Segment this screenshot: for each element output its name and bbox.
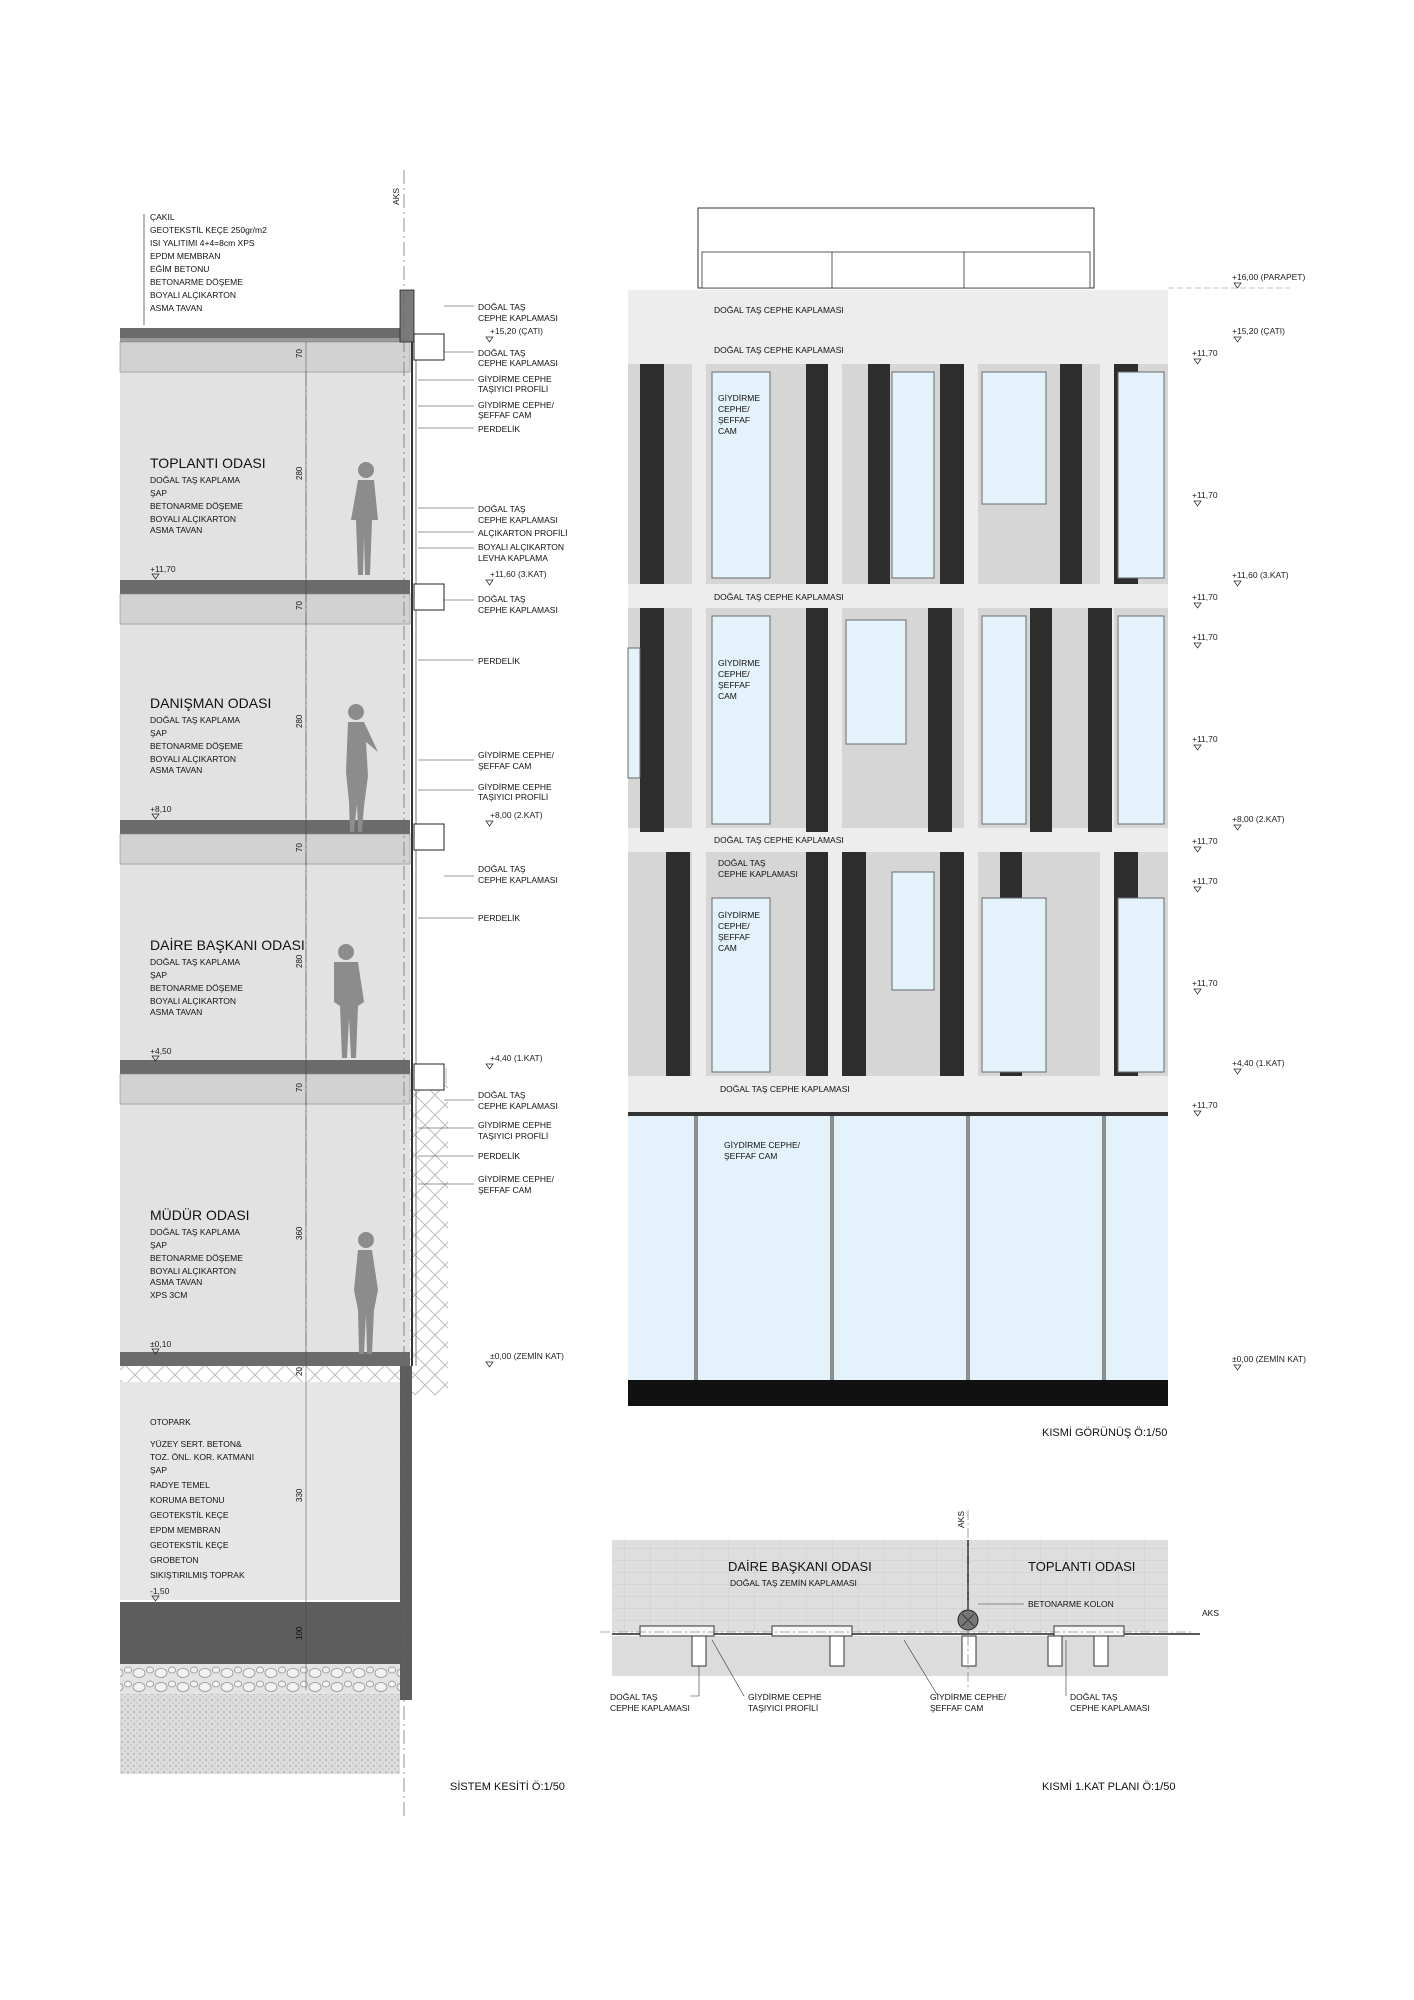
parking-fill [120,1382,400,1600]
stone-label: DOĞAL TAŞ CEPHE KAPLAMASI [720,1084,850,1094]
parking-layer: GROBETON [150,1555,199,1565]
callout-text: TAŞIYICI PROFİLİ [478,1131,549,1141]
stone-label: DOĞAL TAŞ CEPHE KAPLAMASI [714,345,844,355]
level-mark: +11,60 (3.KAT) [1232,570,1289,580]
room-layer: ASMA TAVAN [150,525,203,535]
parking-layer: KORUMA BETONU [150,1495,225,1505]
dim-label: 70 [295,1083,304,1092]
level-mark: +11,70 [1192,1100,1218,1110]
floor-level: +4,50 [150,1046,172,1056]
parking-layer: EPDM MEMBRAN [150,1525,221,1535]
parking-layer: GEOTEKSTİL KEÇE [150,1540,229,1550]
room-name: MÜDÜR ODASI [150,1207,250,1223]
callout-text: CEPHE KAPLAMASI [478,313,558,323]
callout-text: LEVHA KAPLAMA [478,553,548,563]
roof-layer-list [144,212,267,325]
room-layer: ŞAP [150,488,168,498]
plan-aks-top: AKS [956,1510,966,1528]
parking-layer: GEOTEKSTİL KEÇE [150,1510,229,1520]
room-layer: BETONARME DÖŞEME [150,501,243,511]
glass-label: CAM [718,426,737,436]
ground-glass-label: GİYDİRME CEPHE/ [724,1140,801,1150]
callout-text: DOĞAL TAŞ [478,864,526,874]
floor-level: ±0,10 [150,1339,172,1349]
level-mark: +15,20 (ÇATI) [490,326,543,336]
roof-layer: GEOTEKSTİL KEÇE 250gr/m2 [150,225,267,235]
room-name: DAİRE BAŞKANI ODASI [150,937,305,953]
level-mark: ±0,00 (ZEMİN KAT) [1232,1354,1306,1364]
section-level-marks [486,326,564,1367]
roof-layer: EPDM MEMBRAN [150,251,221,261]
dim-label: 280 [295,466,304,480]
callout-text: DOĞAL TAŞ [478,504,526,514]
dim-label: 70 [295,349,304,358]
room-layer: ASMA TAVAN [150,765,203,775]
roof-layer: ASMA TAVAN [150,303,203,313]
room-layer: ASMA TAVAN [150,1277,203,1287]
room-layer: DOĞAL TAŞ KAPLAMA [150,1227,241,1237]
room-layer: BOYALI ALÇIKARTON [150,754,236,764]
roof-layer: ÇAKIL [150,212,175,222]
level-mark: +4,40 (1.KAT) [490,1053,543,1063]
callout-text: ŞEFFAF CAM [478,1185,532,1195]
glass-label: CEPHE/ [718,404,750,414]
roof-layer: ISI YALITIMI 4+4=8cm XPS [150,238,255,248]
callout-text: ŞEFFAF CAM [478,761,532,771]
level-mark: +11,70 [1192,734,1218,744]
level-mark: +11,70 [1192,592,1218,602]
inset-label: CEPHE KAPLAMASI [718,869,798,879]
plan-column-label: BETONARME KOLON [1028,1599,1114,1609]
elevation-level-marks [1168,272,1306,1370]
callout-text: GİYDİRME CEPHE [478,782,552,792]
stone-label: DOĞAL TAŞ CEPHE KAPLAMASI [714,305,844,315]
roof-layer: EĞİM BETONU [150,264,210,274]
callout-text: TAŞIYICI PROFİLİ [478,384,549,394]
section-callouts [418,306,474,1184]
floor-level: -1,50 [150,1586,170,1596]
plan-room-left: DAİRE BAŞKANI ODASI [728,1559,872,1574]
roof-railing [702,252,1090,288]
room-layer: BETONARME DÖŞEME [150,983,243,993]
callout-text: GİYDİRME CEPHE/ [478,750,555,760]
inset-label: DOĞAL TAŞ [718,858,766,868]
floor-level: +11,70 [150,564,176,574]
room-layer: ŞAP [150,728,168,738]
stone-cladding-boxes [414,334,444,1090]
dim-label: 70 [295,843,304,852]
retaining-wall [400,1366,412,1700]
room-name: OTOPARK [150,1417,191,1427]
level-mark: +11,70 [1192,876,1218,886]
glass-label: CEPHE/ [718,921,750,931]
room-layer: DOĞAL TAŞ KAPLAMA [150,475,241,485]
callout-text: ALÇIKARTON PROFİLİ [478,528,568,538]
plan-callout: CEPHE KAPLAMASI [610,1703,690,1713]
plan-callout: GİYDİRME CEPHE/ [930,1692,1007,1702]
elevation-title: KISMİ GÖRÜNÜŞ Ö:1/50 [1042,1427,1168,1439]
glass-label: GİYDİRME [718,658,761,668]
glass-label: CAM [718,691,737,701]
ground-glass-label: ŞEFFAF CAM [724,1151,778,1161]
glass-label: GİYDİRME [718,910,761,920]
callout-text: DOĞAL TAŞ [478,1090,526,1100]
room-layer: BOYALI ALÇIKARTON [150,996,236,1006]
plan-callout: TAŞIYICI PROFİLİ [748,1703,819,1713]
glass-label: GİYDİRME [718,393,761,403]
compacted-soil [120,1694,400,1774]
room-layer: BETONARME DÖŞEME [150,1253,243,1263]
level-mark: +11,60 (3.KAT) [490,569,547,579]
roof-layer: BOYALI ALÇIKARTON [150,290,236,300]
level-mark: +11,70 [1192,836,1218,846]
plan-callout-texts [610,1692,1150,1713]
room-layer: XPS 3CM [150,1290,188,1300]
parking-layer: SIKIŞTIRILMIŞ TOPRAK [150,1570,245,1580]
plan-room-left-note: DOĞAL TAŞ ZEMİN KAPLAMASI [730,1578,857,1588]
parking-layer: RADYE TEMEL [150,1480,210,1490]
raft-foundation [120,1602,400,1664]
plan-callout: DOĞAL TAŞ [610,1692,658,1702]
level-mark: ±0,00 (ZEMİN KAT) [490,1351,564,1361]
partial-elevation [628,208,1306,1439]
level-mark: +11,70 [1192,632,1218,642]
callout-text: PERDELİK [478,656,521,666]
room-layer: BETONARME DÖŞEME [150,741,243,751]
room-layer: DOĞAL TAŞ KAPLAMA [150,957,241,967]
level-mark: +16,00 (PARAPET) [1232,272,1306,282]
plan-aks-right: AKS [1202,1608,1220,1618]
stone-label: DOĞAL TAŞ CEPHE KAPLAMASI [714,592,844,602]
level-mark: +15,20 (ÇATI) [1232,326,1285,336]
callout-text: CEPHE KAPLAMASI [478,1101,558,1111]
parking-layer: TOZ. ÖNL. KOR. KATMANI [150,1452,255,1462]
dim-label: 330 [295,1488,304,1502]
level-mark: +11,70 [1192,490,1218,500]
room-layer: ŞAP [150,970,168,980]
callout-text: DOĞAL TAŞ [478,594,526,604]
callout-text: CEPHE KAPLAMASI [478,358,558,368]
callout-text: TAŞIYICI PROFİLİ [478,792,549,802]
partial-floor-plan [600,1510,1219,1793]
plan-callout: CEPHE KAPLAMASI [1070,1703,1150,1713]
room-name: DANIŞMAN ODASI [150,695,272,711]
foundation-gravel [120,1664,400,1694]
callout-text: PERDELİK [478,1151,521,1161]
section-title: SİSTEM KESİTİ Ö:1/50 [450,1781,565,1793]
dim-label: 280 [295,954,304,968]
room-layer: BOYALI ALÇIKARTON [150,514,236,524]
level-mark: +11,70 [1192,348,1218,358]
room-layer: BOYALI ALÇIKARTON [150,1266,236,1276]
callout-text: DOĞAL TAŞ [478,348,526,358]
dim-label: 100 [295,1626,304,1640]
glass-label: ŞEFFAF [718,932,751,942]
callout-text: GİYDİRME CEPHE [478,1120,552,1130]
room-layer: ŞAP [150,1240,168,1250]
glass-label: ŞEFFAF [718,415,751,425]
level-mark: +11,70 [1192,978,1218,988]
dim-label: 70 [295,601,304,610]
callout-text: GİYDİRME CEPHE [478,374,552,384]
room-layer: DOĞAL TAŞ KAPLAMA [150,715,241,725]
callout-text: CEPHE KAPLAMASI [478,515,558,525]
dim-label: 20 [295,1367,304,1376]
section-aks-label: AKS [391,187,401,205]
callout-text: GİYDİRME CEPHE/ [478,400,555,410]
callout-text: ŞEFFAF CAM [478,410,532,420]
level-mark: +8,00 (2.KAT) [490,810,543,820]
plan-room-right: TOPLANTI ODASI [1028,1559,1136,1574]
glass-label: ŞEFFAF [718,680,751,690]
callout-text: BOYALI ALÇIKARTON [478,542,564,552]
callout-text: PERDELİK [478,913,521,923]
callout-text: CEPHE KAPLAMASI [478,875,558,885]
callout-text: CEPHE KAPLAMASI [478,605,558,615]
callout-text: PERDELİK [478,424,521,434]
ground-plinth [628,1380,1168,1406]
room-layer: ASMA TAVAN [150,1007,203,1017]
plan-title: KISMİ 1.KAT PLANI Ö:1/50 [1042,1781,1176,1793]
roof-layer: BETONARME DÖŞEME [150,277,243,287]
floor-level: +8,10 [150,804,172,814]
plan-callout: GİYDİRME CEPHE [748,1692,822,1702]
dim-label: 360 [295,1226,304,1240]
room-name: TOPLANTI ODASI [150,455,266,471]
level-mark: +4,40 (1.KAT) [1232,1058,1285,1068]
dim-label: 280 [295,714,304,728]
glass-label: CEPHE/ [718,669,750,679]
stone-label: DOĞAL TAŞ CEPHE KAPLAMASI [714,835,844,845]
parking-layer: YÜZEY SERT. BETON& [150,1439,242,1449]
parapet [400,290,414,342]
callout-text: GİYDİRME CEPHE/ [478,1174,555,1184]
plan-callout: ŞEFFAF CAM [930,1703,984,1713]
plan-floor-tiles [612,1540,1168,1632]
ground-curtain-wall [628,1114,1168,1380]
parking-layer: ŞAP [150,1465,168,1475]
plan-callout: DOĞAL TAŞ [1070,1692,1118,1702]
callout-text: DOĞAL TAŞ [478,302,526,312]
level-mark: +8,00 (2.KAT) [1232,814,1285,824]
system-section [120,170,567,1820]
ground-top-beam [628,1112,1168,1116]
glass-label: CAM [718,943,737,953]
